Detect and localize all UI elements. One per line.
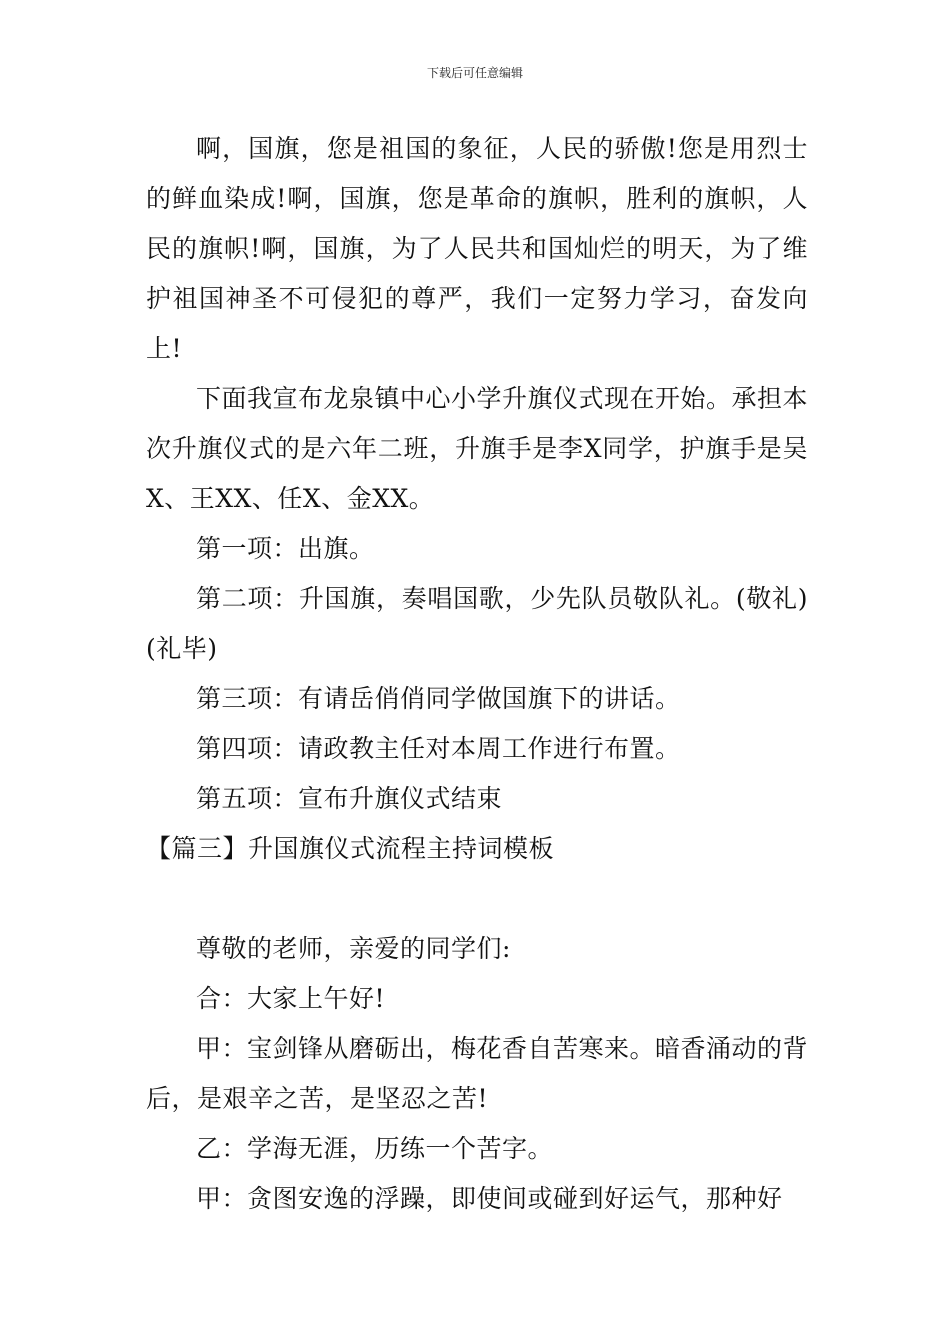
paragraph-ceremony-announcement: 下面我宣布龙泉镇中心小学升旗仪式现在开始。承担本次升旗仪式的是六年二班，升旗手是李X同学，护旗手是吴X、王XX、任X、金XX。 [146,384,809,513]
paragraph-together: 合：大家上午好! [196,984,386,1013]
paragraph-item-2: 第二项：升国旗，奏唱国歌，少先队员敬队礼。(敬礼)(礼毕) [146,584,808,663]
paragraph-speaker-a-1: 甲：宝剑锋从磨砺出，梅花香自苦寒来。暗香涌动的背后，是艰辛之苦，是坚忍之苦! [146,1034,809,1113]
page-header: 下载后可任意编辑 [426,66,523,80]
paragraph-speaker-a-2: 甲：贪图安逸的浮躁，即使间或碰到好运气，那种好 [196,1184,783,1213]
paragraph-speaker-b-1: 乙：学海无涯，历练一个苦字。 [196,1134,554,1163]
paragraph-item-5: 第五项：宣布升旗仪式结束 [196,784,503,813]
paragraph-flag-praise: 啊，国旗，您是祖国的象征，人民的骄傲!您是用烈士的鲜血染成!啊，国旗，您是革命的旗帜，胜利的旗帜，人民的旗帜!啊，国旗，为了人民共和国灿烂的明天，为了维护祖国神圣不可侵犯的尊严，我们一定努力学习，奋发向上! [146,134,808,363]
paragraph-item-4: 第四项：请政教主任对本周工作进行布置。 [196,734,681,763]
section-heading: 【篇三】升国旗仪式流程主持词模板 [146,834,555,863]
paragraph-item-1: 第一项：出旗。 [196,534,375,563]
paragraph-item-3: 第三项：有请岳俏俏同学做国旗下的讲话。 [196,684,681,713]
section-gap [146,874,808,924]
document-body [146,124,808,1224]
paragraph-greeting: 尊敬的老师，亲爱的同学们: [196,934,511,963]
